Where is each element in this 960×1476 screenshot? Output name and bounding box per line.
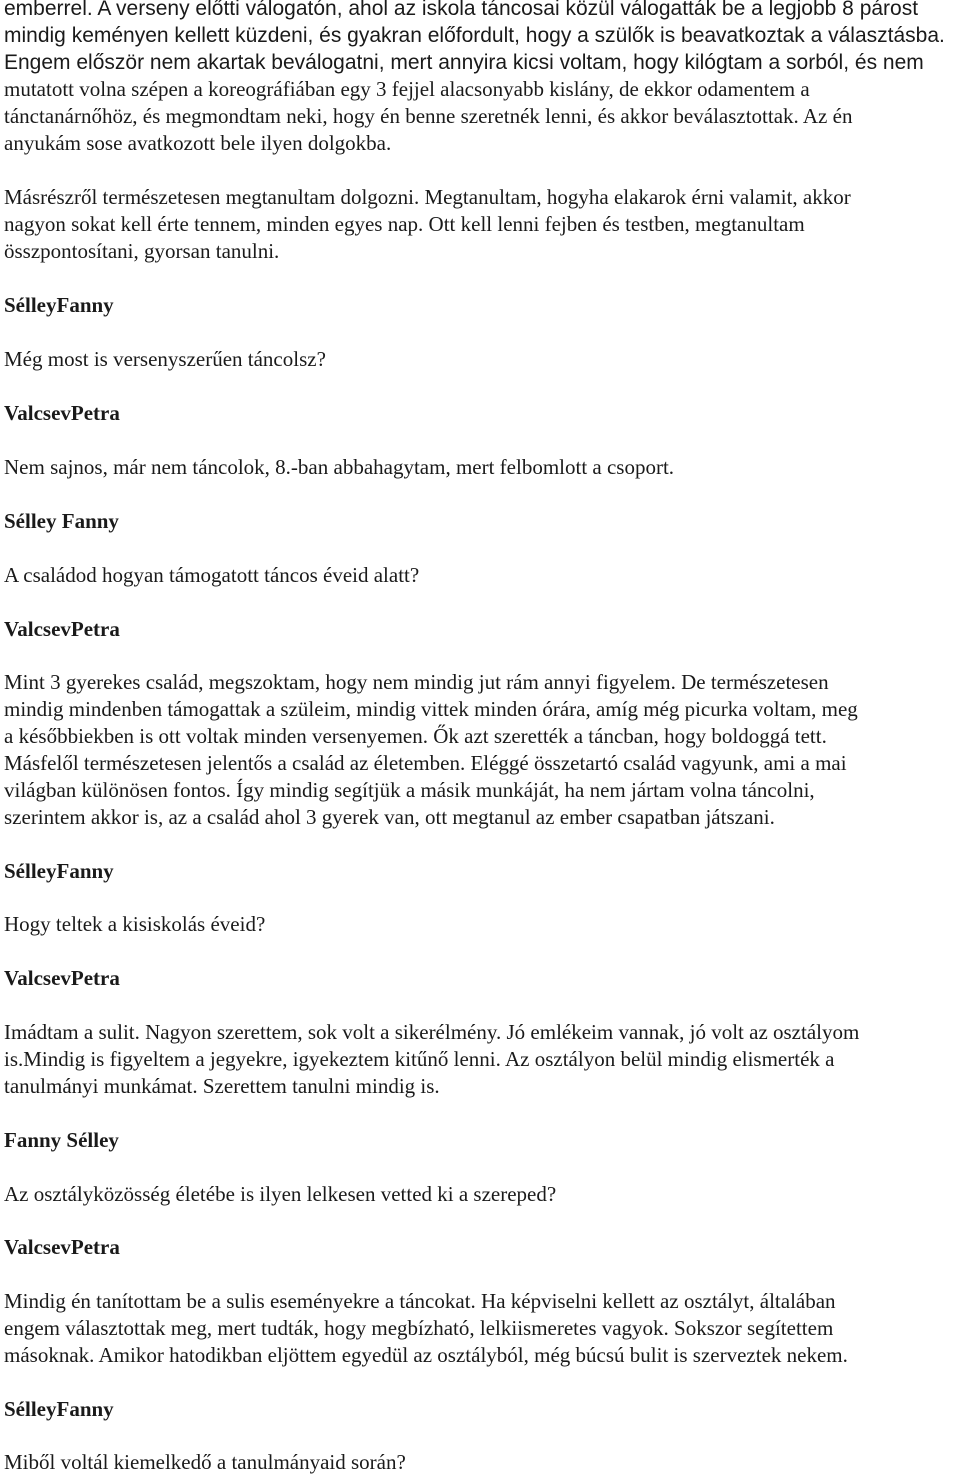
intro-paragraph bbox=[4, 0, 954, 157]
paragraph-line: másoknak. Amikor hatodikban eljöttem egyedül az osztályból, még búcsú bulit is szerveztek nekem. bbox=[4, 1343, 848, 1367]
answer-school bbox=[4, 1019, 956, 1100]
intro-line: tánctanárnőhöz, és megmondtam neki, hogy én benne szeretnék lenni, és akkor beválasztottak. Az én bbox=[4, 104, 853, 128]
paragraph-line: Másfelől természetesen jelentős a család az életemben. Eléggé összetartó család vagyunk, ami a mai bbox=[4, 751, 847, 775]
paragraph-line: mindig mindenben támogattak a szüleim, mindig vittek minden órára, amíg még picurka voltam, meg bbox=[4, 697, 858, 721]
speaker-label: ValcsevPetra bbox=[4, 401, 120, 425]
question-text: Még most is versenyszerűen táncolsz? bbox=[4, 347, 326, 371]
question-text: A családod hogyan támogatott táncos éveid alatt? bbox=[4, 563, 420, 587]
question-text: Miből voltál kiemelkedő a tanulmányaid során? bbox=[4, 1450, 406, 1474]
paragraph-line: engem választottak meg, mert tudták, hogy megbízható, lelkiismeretes vagyok. Sokszor segítettem bbox=[4, 1316, 834, 1340]
intro-line: mutatott volna szépen a koreográfiában egy 3 fejjel alacsonyabb kislány, de ekkor odamentem a bbox=[4, 77, 810, 101]
paragraph-line: Másrészről természetesen megtanultam dolgozni. Megtanultam, hogyha elakarok érni valamit, akkor bbox=[4, 185, 851, 209]
speaker-label: SélleyFanny bbox=[4, 293, 114, 317]
answer-text: Nem sajnos, már nem táncolok, 8.-ban abbahagytam, mert felbomlott a csoport. bbox=[4, 455, 675, 479]
intro-line: emberrel. A verseny előtti válogatón, ahol az iskola táncosai közül válogatták be a legjobb 8 párost bbox=[4, 0, 919, 20]
paragraph-line: Mindig én tanítottam be a sulis eseményekre a táncokat. Ha képviselni kellett az osztályt, általában bbox=[4, 1289, 836, 1313]
question-text: Hogy teltek a kisiskolás éveid? bbox=[4, 912, 266, 936]
answer-class bbox=[4, 1288, 956, 1369]
intro-line: Engem először nem akartak beválogatni, mert annyira kicsi voltam, hogy kilógtam a sorból, és nem bbox=[4, 51, 924, 74]
paragraph-line: Mint 3 gyerekes család, megszoktam, hogy nem mindig jut rám annyi figyelem. De természetesen bbox=[4, 670, 829, 694]
paragraph-line: világban különösen fontos. Így mindig segítjük a másik munkáját, ha nem jártam volna táncolni, bbox=[4, 778, 815, 802]
paragraph-line: összpontosítani, gyorsan tanulni. bbox=[4, 239, 280, 263]
intro-line: mindig keményen kellett küzdeni, és gyakran előfordult, hogy a szülők is beavatkoztak a választásba. bbox=[4, 24, 945, 47]
speaker-label: ValcsevPetra bbox=[4, 966, 120, 990]
speaker-label: SélleyFanny bbox=[4, 1397, 114, 1421]
speaker-label: Fanny Sélley bbox=[4, 1128, 119, 1152]
answer-family bbox=[4, 669, 956, 831]
paragraph-line: a későbbiekben is ott voltak minden versenyemen. Ők azt szerették a táncban, hogy boldoggá tett. bbox=[4, 724, 827, 748]
intro-line: anyukám sose avatkozott bele ilyen dolgokba. bbox=[4, 131, 392, 155]
speaker-label: Sélley Fanny bbox=[4, 509, 119, 533]
paragraph-line: Imádtam a sulit. Nagyon szerettem, sok volt a sikerélmény. Jó emlékeim vannak, jó volt az osztályom bbox=[4, 1020, 860, 1044]
speaker-label: ValcsevPetra bbox=[4, 1235, 120, 1259]
speaker-label: SélleyFanny bbox=[4, 859, 114, 883]
paragraph-line: szerintem akkor is, az a család ahol 3 gyerek van, ott megtanul az ember csapatban játszani. bbox=[4, 805, 775, 829]
question-text: Az osztályközösség életébe is ilyen lelkesen vetted ki a szereped? bbox=[4, 1182, 557, 1206]
paragraph-work bbox=[4, 184, 956, 265]
paragraph-line: nagyon sokat kell érte tennem, minden egyes nap. Ott kell lenni fejben és testben, megtanultam bbox=[4, 212, 805, 236]
paragraph-line: tanulmányi munkámat. Szerettem tanulni mindig is. bbox=[4, 1074, 440, 1098]
speaker-label: ValcsevPetra bbox=[4, 617, 120, 641]
paragraph-line: is.Mindig is figyeltem a jegyekre, igyekeztem kitűnő lenni. Az osztályon belül mindig elismerték a bbox=[4, 1047, 835, 1071]
